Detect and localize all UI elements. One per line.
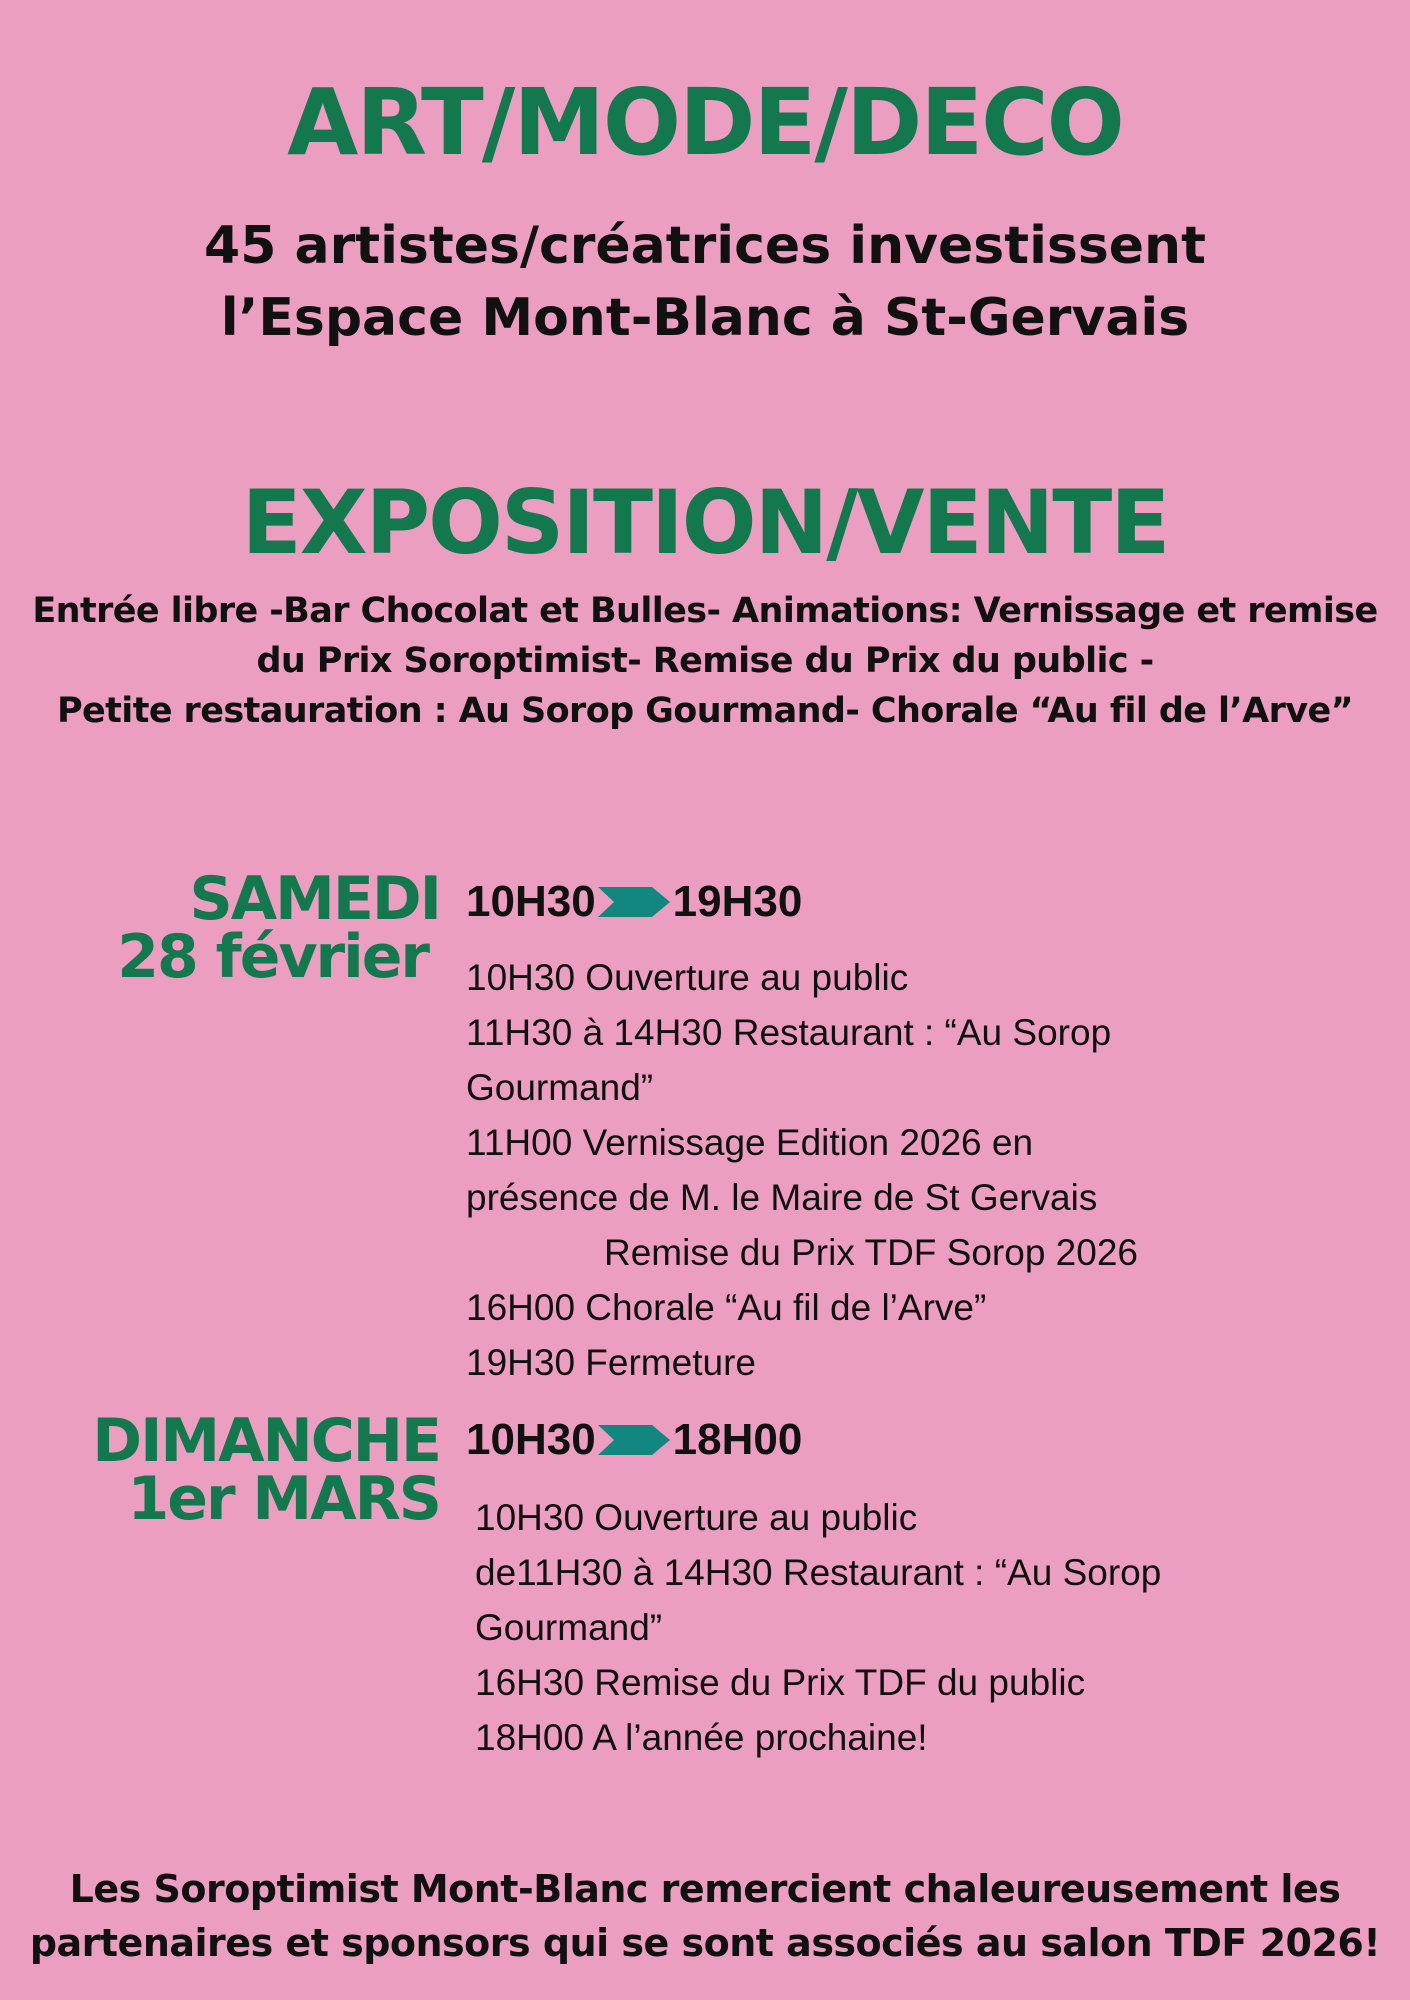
sunday-schedule (475, 1490, 1161, 1765)
subtitle (0, 210, 1410, 354)
sunday-open-time: 10H30 (466, 1415, 596, 1464)
sunday-hours (466, 1410, 802, 1470)
exposition-info (0, 586, 1410, 736)
saturday-open-time: 10H30 (466, 877, 596, 926)
schedule-item: 16H30 Remise du Prix TDF du public (475, 1662, 1086, 1703)
sunday-label (20, 1406, 440, 1534)
schedule-item: Gourmand” (466, 1067, 654, 1108)
schedule-item: 10H30 Ouverture au public (475, 1497, 918, 1538)
schedule-item: 19H30 Fermeture (466, 1342, 756, 1383)
sunday-name: DIMANCHE (92, 1406, 440, 1476)
saturday-schedule (466, 950, 1138, 1390)
saturday-close-time: 19H30 (672, 877, 803, 926)
sunday-date: 1er MARS (127, 1464, 440, 1534)
schedule-item: Remise du Prix TDF Sorop 2026 (604, 1232, 1138, 1273)
schedule-item: de11H30 à 14H30 Restaurant : “Au Sorop (475, 1552, 1162, 1593)
chevron-arrow-icon (598, 887, 670, 917)
schedule-item: 18H00 A l’année prochaine! (475, 1717, 928, 1758)
info-line-1: Entrée libre -Bar Chocolat et Bulles- Animations: Vernissage et remise (32, 591, 1378, 631)
schedule-item: 10H30 Ouverture au public (466, 957, 909, 998)
chevron-arrow-icon (598, 1425, 670, 1455)
info-line-2: du Prix Soroptimist- Remise du Prix du public - (256, 641, 1154, 681)
saturday-date: 28 février (117, 922, 428, 992)
main-title: ART/MODE/DECO (287, 69, 1123, 176)
footer-thanks (0, 1862, 1410, 1970)
info-line-3: Petite restauration : Au Sorop Gourmand- Chorale “Au fil de l’Arve” (56, 691, 1354, 731)
saturday-hours (466, 872, 802, 932)
footer-line-1: Les Soroptimist Mont-Blanc remercient chaleureusement les (69, 1867, 1341, 1911)
schedule-item: 16H00 Chorale “Au fil de l’Arve” (466, 1287, 987, 1328)
saturday-name: SAMEDI (189, 864, 440, 934)
exposition-title: EXPOSITION/VENTE (241, 471, 1169, 574)
subtitle-line-1: 45 artistes/créatrices investissent (204, 216, 1206, 276)
saturday-label (20, 864, 440, 992)
schedule-item: 11H00 Vernissage Edition 2026 en (466, 1122, 1034, 1163)
sunday-close-time: 18H00 (672, 1415, 803, 1464)
schedule-item: présence de M. le Maire de St Gervais (466, 1177, 1098, 1218)
schedule-item: Gourmand” (475, 1607, 663, 1648)
footer-line-2: partenaires et sponsors qui se sont associés au salon TDF 2026! (29, 1921, 1381, 1965)
schedule-item: 11H30 à 14H30 Restaurant : “Au Sorop (466, 1012, 1112, 1053)
subtitle-line-2: l’Espace Mont-Blanc à St-Gervais (220, 288, 1190, 348)
